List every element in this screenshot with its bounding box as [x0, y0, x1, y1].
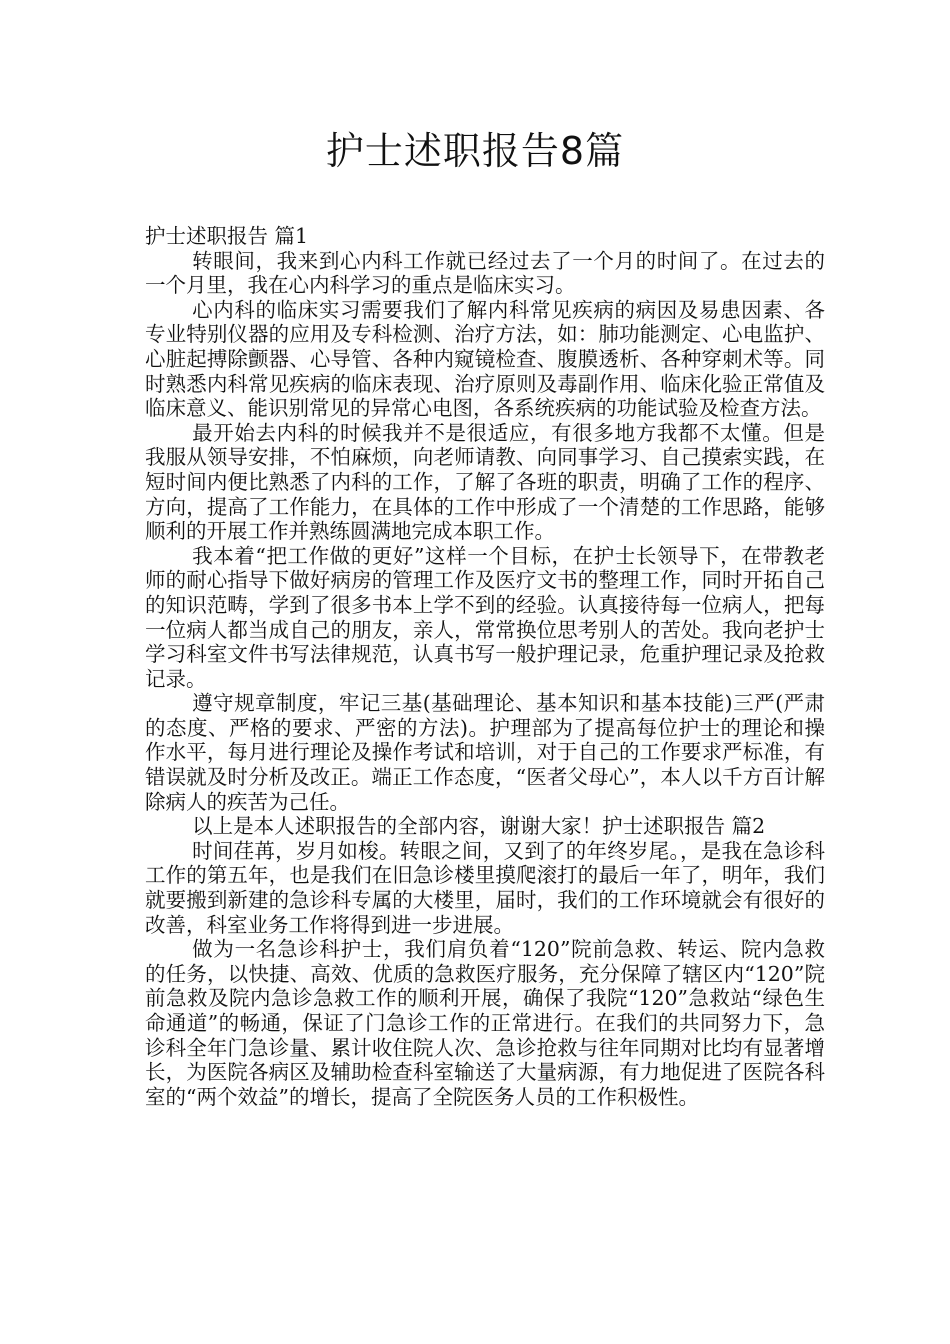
- paragraph: 我本着“把工作做的更好”这样一个目标，在护士长领导下，在带教老师的耐心指导下做好病房的管理工作及医疗文书的整理工作，同时开拓自己的知识范畴，学到了很多书本上学不到的经验。认真接待每一位病人，把每一位病人都当成自己的朋友，亲人，常常换位思考别人的苦处。我向老护士学习科室文件书写法律规范，认真书写一般护理记录，危重护理记录及抢救记录。: [145, 543, 825, 691]
- paragraph: 以上是本人述职报告的全部内容，谢谢大家！护士述职报告 篇2: [192, 814, 766, 839]
- paragraph: 转眼间，我来到心内科工作就已经过去了一个月的时间了。在过去的一个月里，我在心内科学习的重点是临床实习。: [145, 248, 825, 298]
- document-body: [145, 224, 825, 1109]
- section-heading: 护士述职报告 篇1: [145, 224, 309, 248]
- paragraph: 时间荏苒，岁月如梭。转眼之间，又到了的年终岁尾。，是我在急诊科工作的第五年，也是我们在旧急诊楼里摸爬滚打的最后一年了，明年，我们就要搬到新建的急诊科专属的大楼里，届时，我们的工作环境就会有很好的改善，科室业务工作将得到进一步进展。: [145, 838, 825, 937]
- document-title: 护士述职报告8篇: [325, 129, 625, 173]
- paragraph: 做为一名急诊科护士，我们肩负着“120”院前急救、转运、院内急救的任务，以快捷、高效、优质的急救医疗服务，充分保障了辖区内“120”院前急救及院内急诊急救工作的顺利开展，确保了我院“120”急救站“绿色生命通道”的畅通，保证了门急诊工作的正常进行。在我们的共同努力下，急诊科全年门急诊量、累计收住院人次、急诊抢救与往年同期对比均有显著增长，为医院各病区及辅助检查科室输送了大量病源，有力地促进了医院各科室的“两个效益”的增长，提高了全院医务人员的工作积极性。: [145, 937, 825, 1109]
- paragraph: 最开始去内科的时候我并不是很适应，有很多地方我都不太懂。但是我服从领导安排，不怕麻烦，向老师请教、向同事学习、自己摸索实践，在短时间内便比熟悉了内科的工作，了解了各班的职责，明确了工作的程序、方向，提高了工作能力，在具体的工作中形成了一个清楚的工作思路，能够顺利的开展工作并熟练圆满地完成本职工作。: [145, 420, 825, 544]
- paragraph: 遵守规章制度，牢记三基(基础理论、基本知识和基本技能)三严(严肃的态度、严格的要求、严密的方法)。护理部为了提高每位护士的理论和操作水平，每月进行理论及操作考试和培训，对于自己的工作要求严标准，有错误就及时分析及改正。端正工作态度，“医者父母心”，本人以千方百计解除病人的疾苦为己任。: [145, 691, 825, 814]
- paragraph: 心内科的临床实习需要我们了解内科常见疾病的病因及易患因素、各专业特别仪器的应用及专科检测、治疗方法，如：肺功能测定、心电监护、心脏起搏除颤器、心导管、各种内窥镜检查、腹膜透析、各种穿刺术等。同时熟悉内科常见疾病的临床表现、治疗原则及毒副作用、临床化验正常值及临床意义、能识别常见的异常心电图，各系统疾病的功能试验及检查方法。: [145, 297, 825, 421]
